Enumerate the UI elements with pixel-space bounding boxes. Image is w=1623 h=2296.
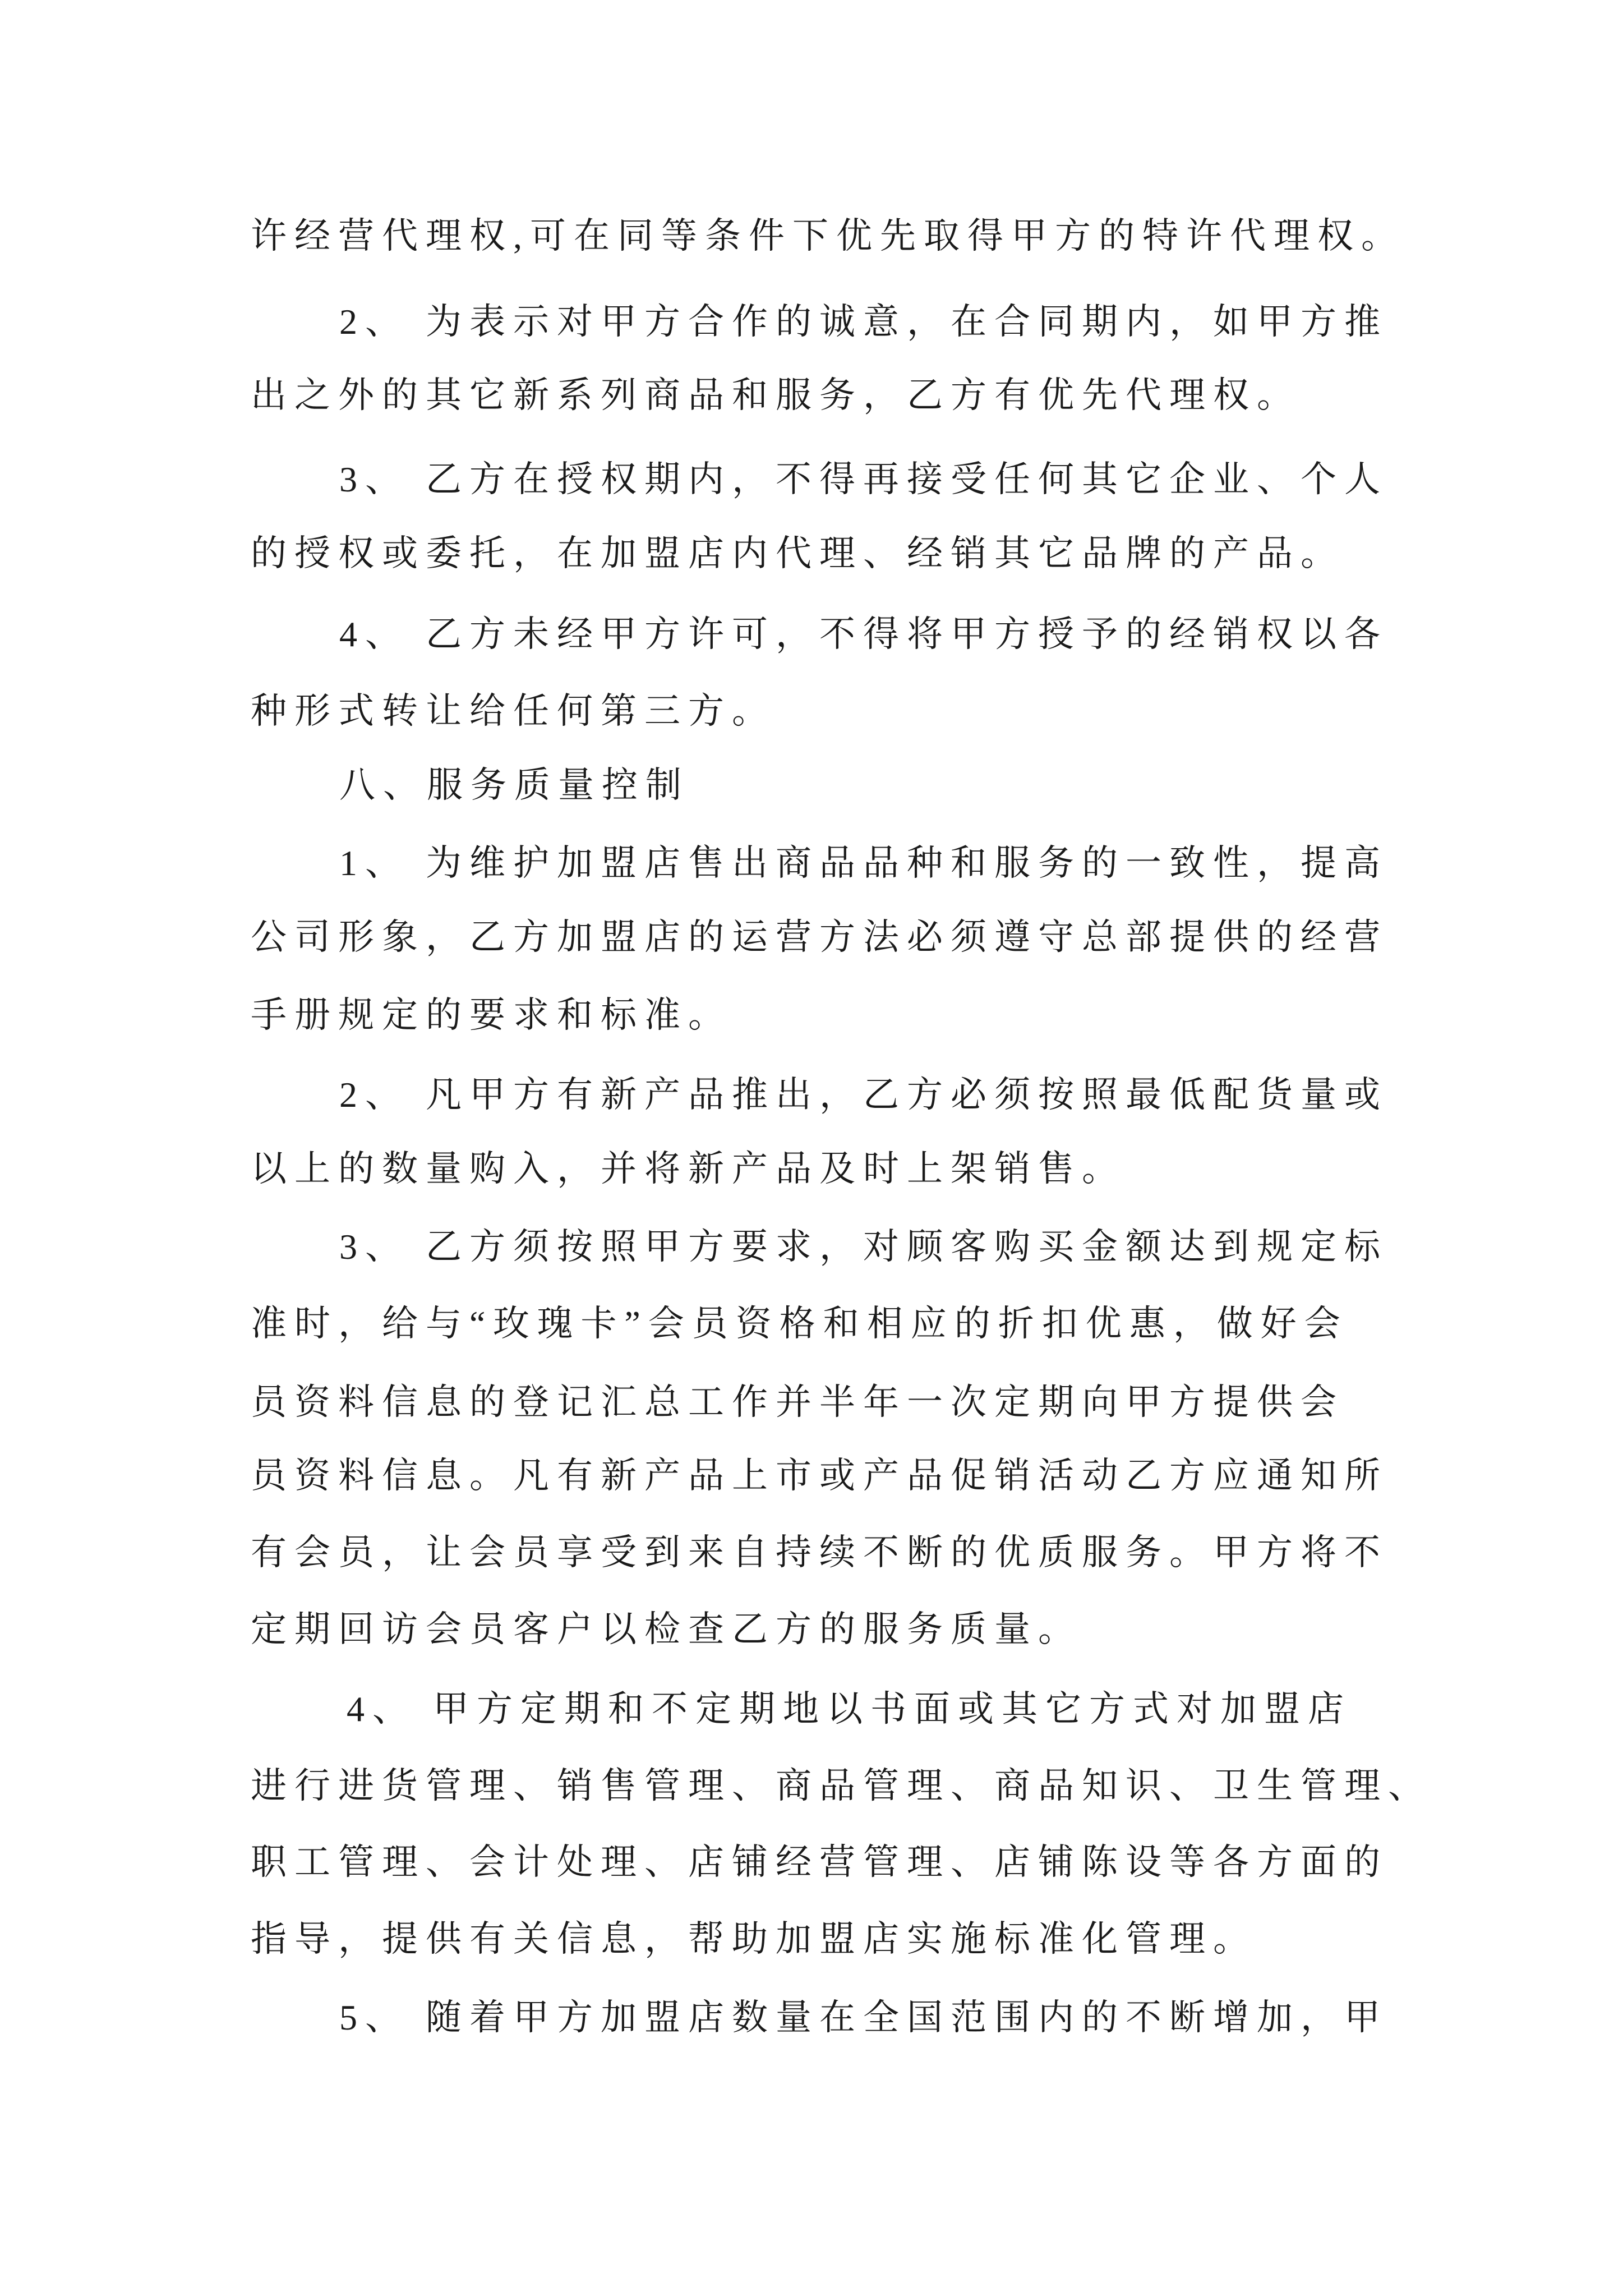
clause-7-2-line: 2、 为表示对甲方合作的诚意，在合同期内，如甲方推 (339, 302, 1388, 342)
section-heading: 八、服务质量控制 (339, 765, 689, 805)
text-line: 员资料信息的登记汇总工作并半年一次定期向甲方提供会 (251, 1382, 1344, 1422)
text-line: 有会员，让会员享受到来自持续不断的优质服务。甲方将不 (251, 1533, 1388, 1572)
text-line: 的授权或委托，在加盟店内代理、经销其它品牌的产品。 (251, 533, 1344, 573)
text-line: 手册规定的要求和标准。 (251, 995, 732, 1035)
text-line: 定期回访会员客户以检查乙方的服务质量。 (251, 1609, 1082, 1649)
clause-8-3-line: 3、 乙方须按照甲方要求，对顾客购买金额达到规定标 (339, 1227, 1388, 1267)
text-line: 出之外的其它新系列商品和服务，乙方有优先代理权。 (251, 375, 1301, 415)
text-line: 指导，提供有关信息，帮助加盟店实施标准化管理。 (251, 1919, 1257, 1959)
clause-7-4-line: 4、 乙方未经甲方许可，不得将甲方授予的经销权以各 (339, 614, 1388, 654)
text-line: 员资料信息。凡有新产品上市或产品促销活动乙方应通知所 (251, 1456, 1388, 1496)
clause-8-5-line: 5、 随着甲方加盟店数量在全国范围内的不断增加，甲 (339, 1998, 1388, 2037)
text-line: 许经营代理权,可在同等条件下优先取得甲方的特许代理权。 (251, 216, 1405, 256)
text-line: 职工管理、会计处理、店铺经营管理、店铺陈设等各方面的 (251, 1842, 1388, 1882)
clause-8-4-line: 4、 甲方定期和不定期地以书面或其它方式对加盟店 (347, 1689, 1352, 1729)
clause-8-2-line: 2、 凡甲方有新产品推出，乙方必须按照最低配货量或 (339, 1075, 1388, 1115)
clause-7-3-line: 3、 乙方在授权期内，不得再接受任何其它企业、个人 (339, 459, 1388, 499)
text-line: 以上的数量购入，并将新产品及时上架销售。 (251, 1149, 1126, 1189)
text-line: 种形式转让给任何第三方。 (251, 691, 776, 731)
text-line: 准时，给与“玫瑰卡”会员资格和相应的折扣优惠，做好会 (251, 1304, 1348, 1343)
text-line: 公司形象，乙方加盟店的运营方法必须遵守总部提供的经营 (251, 917, 1388, 957)
clause-8-1-line: 1、 为维护加盟店售出商品品种和服务的一致性，提高 (339, 843, 1388, 883)
text-line: 进行进货管理、销售管理、商品管理、商品知识、卫生管理、 (251, 1766, 1432, 1806)
